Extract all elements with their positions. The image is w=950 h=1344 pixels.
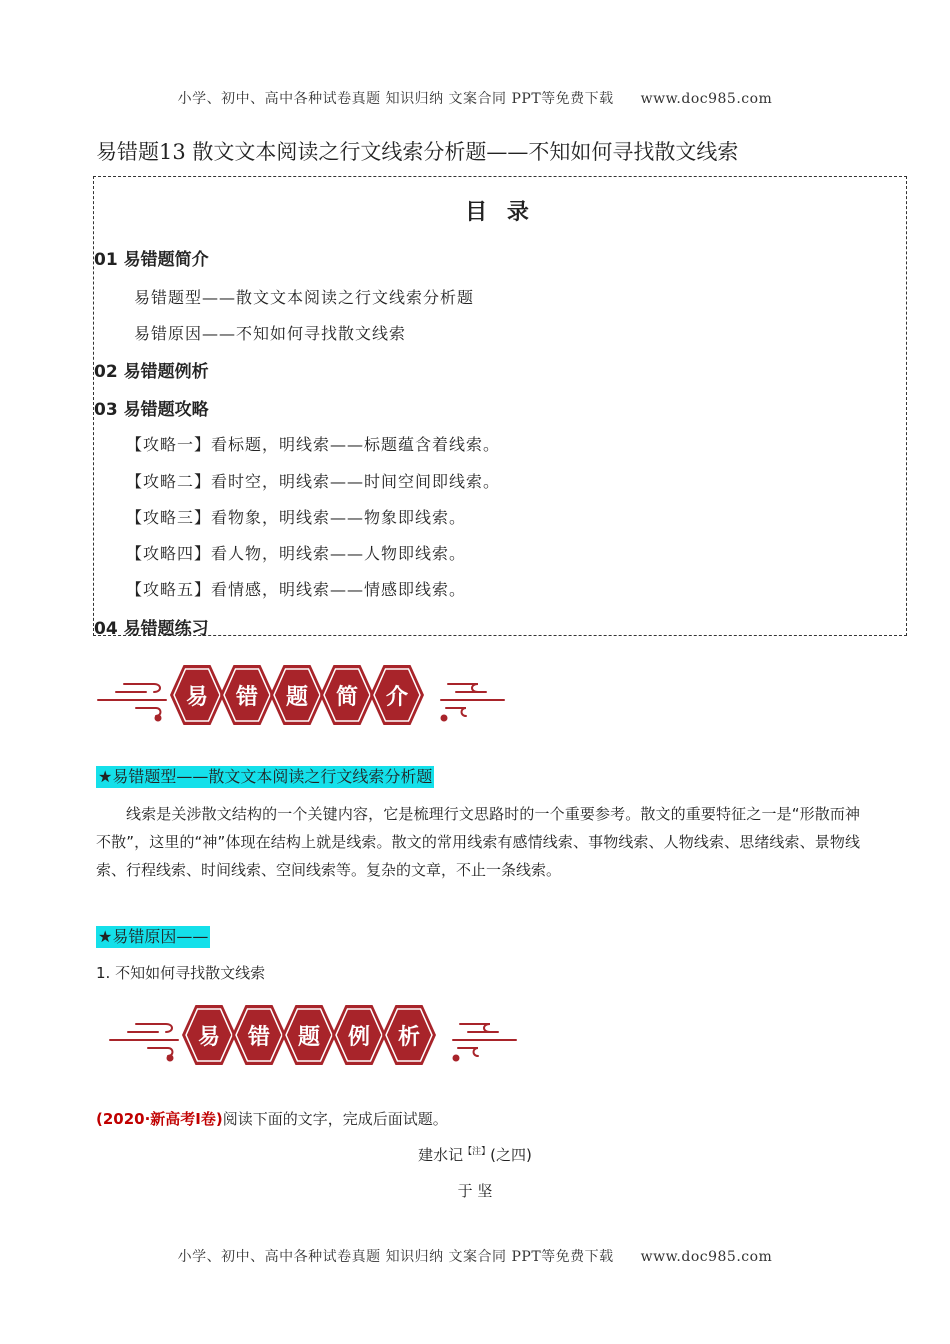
toc-item-reason[interactable]: 易错原因——不知如何寻找散文线索 xyxy=(134,324,407,343)
header-url[interactable]: www.doc985.com xyxy=(640,91,773,107)
toc-item-type[interactable]: 易错题型——散文文本阅读之行文线索分析题 xyxy=(134,288,475,307)
banner-example-char-4: 例 xyxy=(348,1025,371,1050)
banner-intro-char-4: 简 xyxy=(336,685,359,710)
note-mark[interactable]: 【注】 xyxy=(463,1147,491,1157)
footer-text: 小学、初中、高中各种试卷真题 知识归纳 文案合同 PPT等免费下载 xyxy=(177,1249,614,1265)
banner-intro-labels xyxy=(96,660,506,730)
header-text: 小学、初中、高中各种试卷真题 知识归纳 文案合同 PPT等免费下载 xyxy=(177,91,614,107)
banner-example-char-2: 错 xyxy=(248,1025,271,1050)
banner-example-char-3: 题 xyxy=(298,1025,321,1050)
table-of-contents xyxy=(93,176,907,639)
toc-strategy-3[interactable]: 【攻略三】看物象，明线索——物象即线索。 xyxy=(126,508,467,527)
example-intro xyxy=(96,1108,448,1129)
banner-intro-char-5: 介 xyxy=(386,685,409,710)
page-footer xyxy=(0,1246,950,1266)
article-part: (之四) xyxy=(490,1146,532,1164)
article-title: 建水记 xyxy=(418,1146,464,1164)
article-author: 于 坚 xyxy=(457,1182,493,1200)
toc-section-example[interactable]: 02 易错题例析 xyxy=(94,362,209,382)
banner-intro-char-3: 题 xyxy=(286,685,309,710)
toc-title: 目 录 xyxy=(465,200,535,225)
article-title-line xyxy=(0,1144,950,1165)
banner-example-labels xyxy=(108,1000,518,1070)
paragraph-clue-intro: 线索是关涉散文结构的一个关键内容，它是梳理行文思路时的一个重要参考。散文的重要特征之一是“形散而神不散”，这里的“神”体现在结构上就是线索。散文的常用线索有感情线索、事物线索、人物线索、思绪线索、景物线索、行程线索、时间线索、空间线索等。复杂的文章，不止一条线索。 xyxy=(96,805,860,879)
toc-strategy-1[interactable]: 【攻略一】看标题，明线索——标题蕴含着线索。 xyxy=(126,435,501,454)
heading-error-reason: ★易错原因—— xyxy=(98,927,209,946)
exam-instruction: 阅读下面的文字，完成后面试题。 xyxy=(222,1110,448,1128)
banner-intro-char-2: 错 xyxy=(236,685,259,710)
banner-intro-char-1: 易 xyxy=(186,685,209,710)
banner-example-char-1: 易 xyxy=(198,1025,221,1050)
toc-section-strategy[interactable]: 03 易错题攻略 xyxy=(94,400,209,420)
banner-example-char-5: 析 xyxy=(398,1025,421,1050)
toc-strategy-2[interactable]: 【攻略二】看时空，明线索——时间空间即线索。 xyxy=(126,472,501,491)
toc-section-intro[interactable]: 01 易错题简介 xyxy=(94,250,209,270)
footer-url[interactable]: www.doc985.com xyxy=(640,1249,773,1265)
exam-source: (2020·新高考Ⅰ卷) xyxy=(96,1110,223,1128)
toc-strategy-5[interactable]: 【攻略五】看情感，明线索——情感即线索。 xyxy=(126,580,467,599)
toc-strategy-4[interactable]: 【攻略四】看人物，明线索——人物即线索。 xyxy=(126,544,467,563)
toc-section-practice[interactable]: 04 易错题练习 xyxy=(94,619,209,639)
page-header xyxy=(0,88,950,108)
reason-item-1: 1. 不知如何寻找散文线索 xyxy=(96,964,266,982)
document-title: 易错题13 散文文本阅读之行文线索分析题——不知如何寻找散文线索 xyxy=(96,140,739,164)
heading-error-type: ★易错题型——散文文本阅读之行文线索分析题 xyxy=(98,767,433,786)
